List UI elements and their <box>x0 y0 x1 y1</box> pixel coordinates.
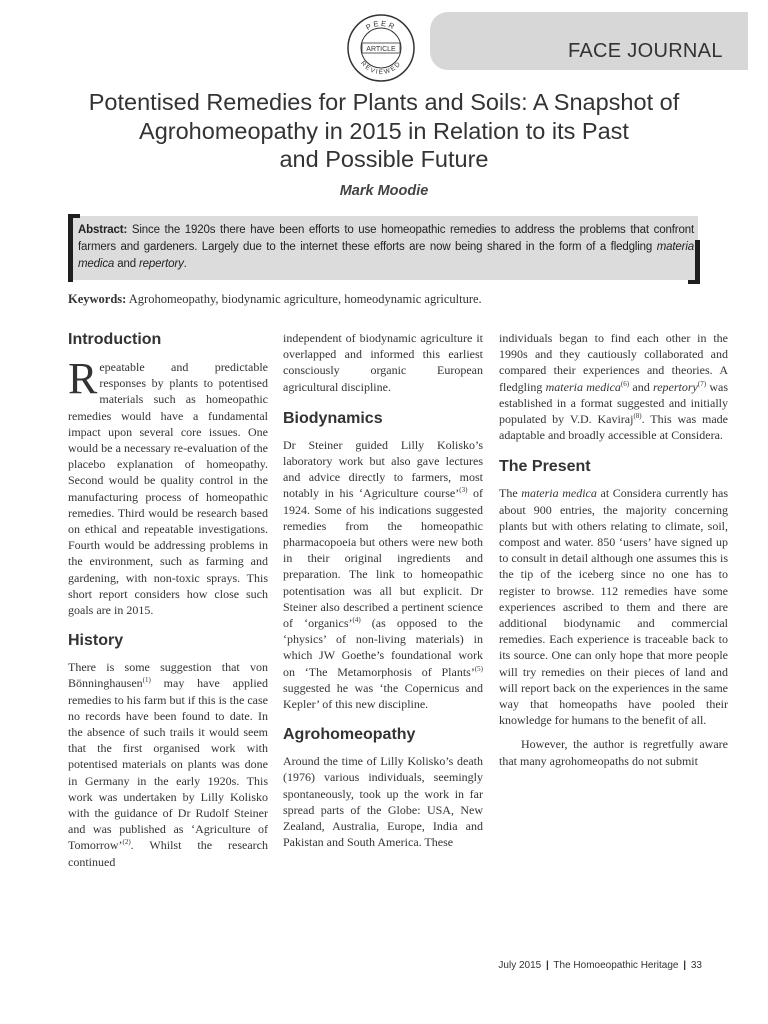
title-line-1: Potentised Remedies for Plants and Soils: A Snapshot of <box>88 89 680 115</box>
cont-text-c: was established in a format suggested and initially populated by V.D. Kaviraj <box>499 379 729 427</box>
abstract-label: Abstract: <box>78 224 128 236</box>
footer-journal: The Homoeopathic Heritage <box>553 960 679 971</box>
heading-history: History <box>68 632 124 650</box>
present-text-b: at Considera currently has about 900 entries, the majority concerning plants but with others relating to climate, soil, compost and water. 850 ‘users’ have signed up to consult in detail although one assumes this is the tip of the iceberg since no one has to register to browse. 112 remedies have some experiences ascribed to them and there are additional biodynamic and commercial remedies. Each experience is traceable back to its source. One can only hope that more people will try remedies on their pieces of land and will report back on the experiences in the same way that homeopaths have pooled their knowledge for humans to the benefit of all. <box>499 486 729 728</box>
abstract-bracket-left <box>68 214 73 282</box>
keywords <box>68 292 728 307</box>
title-line-3: and Possible Future <box>279 146 489 172</box>
footer-separator-2: | <box>683 960 687 971</box>
cont-text-b: and <box>629 379 653 394</box>
drop-cap: R <box>68 354 98 403</box>
abstract-body-1: Since the 1920s there have been efforts to use homeopathic remedies to address the problems that confront farmers and gardeners. Largely due to the internet these efforts are now being shared in the form of a fledgling <box>78 224 694 253</box>
present-paragraph <box>499 485 728 728</box>
abstract-body-3: . <box>183 258 187 270</box>
history-paragraph <box>68 659 268 870</box>
continued-paragraph: independent of biodynamic agriculture it overlapped and informed this earliest consciously organic European agricultural discipline. <box>283 331 483 394</box>
title-line-2: Agrohomeopathy in 2015 in Relation to its Past <box>139 117 629 144</box>
abstract-bracket-right-cap <box>688 280 700 284</box>
bio-text-b: of 1924. Some of his indications suggested remedies from the homeopathic pharmacopoeia but others were new both in their original ingredients and preparation. The link to homeopathic potentisation was all but explicit. Dr Steiner also described a pertinent science of ‘organics’ <box>283 486 483 631</box>
cont-em-1: materia medica <box>545 379 621 394</box>
present-em: materia medica <box>521 486 597 501</box>
abstract-em-2: repertory <box>139 258 184 270</box>
cont-text-a: individuals began to find each other in the 1990s and they cautiously collaborated and compared their experiences and theories. A fledgling <box>499 331 728 394</box>
footer-separator-1: | <box>546 960 549 971</box>
heading-agrohomeopathy: Agrohomeopathy <box>283 726 416 744</box>
bio-text-a: Dr Steiner guided Lilly Kolisko’s laboratory work but also gave lectures and advice directly to farmers, most notably in his ‘Agriculture course’ <box>283 437 483 501</box>
present-text-a: The <box>499 486 522 501</box>
ref-5: (5) <box>474 664 483 673</box>
heading-introduction: Introduction <box>68 331 162 348</box>
ref-3: (3) <box>459 486 468 495</box>
article-title <box>40 88 728 174</box>
biodynamics-paragraph <box>283 437 483 712</box>
heading-the-present: The Present <box>499 458 591 476</box>
journal-name: FACE JOURNAL <box>568 40 723 62</box>
keywords-text: Agrohomeopathy, biodynamic agriculture, homeodynamic agriculture. <box>126 292 482 306</box>
seal-top-text: PEER <box>364 18 398 32</box>
column-2 <box>283 330 483 850</box>
ref-8: (8) <box>633 412 642 421</box>
abstract-bracket-right <box>695 240 700 284</box>
abstract-bracket-left-cap <box>68 214 80 218</box>
abstract-body-2: and <box>114 258 139 270</box>
ref-2: (2) <box>122 838 131 847</box>
history-text-b: may have applied remedies to his farm but if this is the case no records have been found to date. In the absence of such trails it would seem that the first organised work with potentised materials on plants was done in Germany in the early 1920s. This work was undertaken by Lilly Kolisko with the guidance of Dr Rudolf Steiner and was published as ‘Agriculture of Tomorrow’ <box>68 676 268 853</box>
column-3 <box>499 330 728 769</box>
svg-text:PEER <box>364 19 397 32</box>
heading-biodynamics: Biodynamics <box>283 409 383 427</box>
column-1 <box>68 330 268 870</box>
abstract-em-1: materia medica <box>78 241 694 270</box>
peer-reviewed-seal <box>345 12 417 84</box>
agrohomeopathy-paragraph: Around the time of Lilly Kolisko’s death (1976) various individuals, seemingly spontaneously, took up the work in far spread parts of the Globe: USA, New Zealand, Australia, Europe, India and Pakistan and South America. These <box>283 754 483 850</box>
history-text-a: There is some suggestion that von Bönninghausen <box>68 660 268 691</box>
keywords-label: Keywords: <box>68 292 127 306</box>
ref-6: (6) <box>620 379 630 388</box>
however-paragraph: However, the author is regretfully aware that many agrohomeopaths do not submit <box>499 737 728 768</box>
ref-7: (7) <box>697 379 707 388</box>
cont-em-2: repertory <box>653 379 698 394</box>
intro-text: epeatable and predictable responses by plants to potentised materials such as homeopathic remedies would have a fundamental impact upon several core issues. One would be a necessary re-evaluation of the placebo explanation of homeopathy. Second would be quality control in the manufacturing process of homeopathic remedies. Third would be research based on ethical and repeatable investigations. Fourth would be addressing problems in the environment, such as farming and gardening, with non-toxic sprays. This short report considers how close such goals are in 2015. <box>68 360 268 618</box>
bio-text-d: suggested he was ‘the Copernicus and Kepler’ of this new discipline. <box>283 680 483 712</box>
seal-bottom-text: REVIEWED <box>359 59 403 77</box>
bio-text-c: (as opposed to the ‘physics’ of non-living materials) in which JW Goethe’s foundational work on ‘The Metamorphosis of Plants’ <box>283 616 483 679</box>
page-number: 33 <box>690 960 702 971</box>
footer-date: July 2015 <box>498 960 542 971</box>
page-footer <box>498 960 702 971</box>
ref-1: (1) <box>142 676 151 685</box>
ref-4: (4) <box>352 616 361 625</box>
seal-mid-text: ARTICLE <box>366 46 396 53</box>
continued-paragraph-3 <box>499 330 728 443</box>
cont-text-d: . This was made adaptable and broadly accessible at Considera. <box>499 412 729 443</box>
abstract-text <box>78 222 694 273</box>
intro-paragraph <box>68 354 268 618</box>
author-name: Mark Moodie <box>339 183 429 199</box>
history-text-c: . Whilst the research continued <box>68 838 268 869</box>
